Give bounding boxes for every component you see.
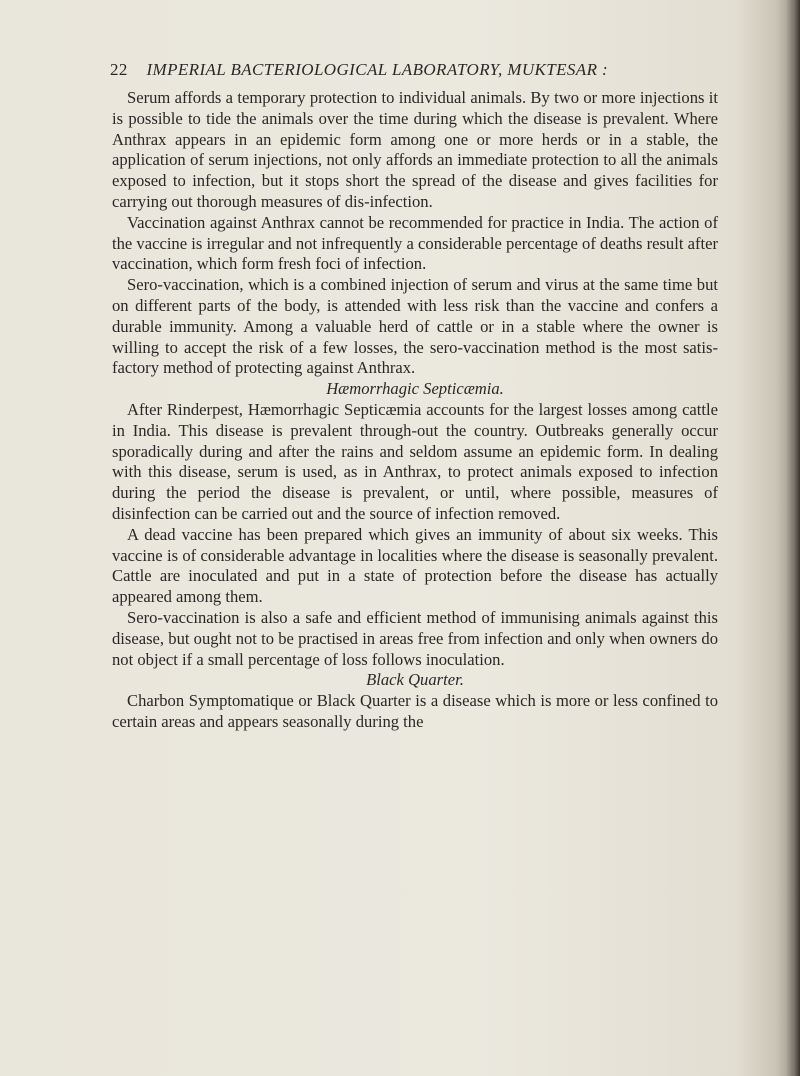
paragraph: Serum affords a temporary protection to individual animals. By two or more injections it is possible to tide the animals over the time during which the disease is prevalent. Where Anthrax appears in an epidemic form among one or more herds or in a stable, the application of serum injections, not only affords an immediate protection to all the animals exposed to infection, but it stops short the spread of the disease and gives facilities for carrying out thorough measures of dis-infection.	[112, 88, 718, 211]
paragraph: Sero-vaccination, which is a combined injection of serum and virus at the same time but on different parts of the body, is attended with less risk than the vaccine and confers a durable immunity. Among a valuable herd of cattle or in a stable where the owner is willing to accept the risk of a few losses, the sero-vaccination method is the most satis-factory method of protecting against Anthrax.	[112, 275, 718, 378]
body-text	[112, 88, 718, 733]
paragraph: After Rinderpest, Hæmorrhagic Septicæmia accounts for the largest losses among cattle in India. This disease is prevalent through-out the country. Outbreaks generally occur sporadically during and after the rains and seldom assume an epidemic form. In dealing with this disease, serum is used, as in Anthrax, to protect animals exposed to infection during the period the disease is prevalent, or until, where possible, measures of disinfection can be carried out and the source of infection removed.	[112, 399, 718, 523]
paragraph: Vaccination against Anthrax cannot be recommended for practice in India. The action of the vaccine is irregular and not infrequently a considerable percentage of deaths result after vaccination, which form fresh foci of infection.	[112, 212, 718, 274]
page-number: 22	[110, 60, 128, 79]
section-heading: Hæmorrhagic Septicæmia.	[326, 379, 504, 399]
paragraph: Charbon Symptomatique or Black Quarter is a disease which is more or less confined to certain areas and appears seasonally during the	[112, 691, 718, 731]
paragraph: Sero-vaccination is also a safe and efficient method of immunising animals against this disease, but ought not to be practised in areas free from infection and only when owners do not object if a small percentage of loss follows inoculation.	[112, 607, 718, 669]
page-edge-shadow	[786, 0, 800, 1076]
running-header	[110, 60, 710, 80]
header-title: IMPERIAL BACTERIOLOGICAL LABORATORY, MUKTESAR :	[146, 60, 609, 79]
section-heading: Black Quarter.	[366, 670, 464, 690]
paragraph: A dead vaccine has been prepared which gives an immunity of about six weeks. This vaccine is of considerable advantage in localities where the disease is seasonally prevalent. Cattle are inoculated and put in a state of protection before the disease has actually appeared among them.	[112, 524, 718, 607]
